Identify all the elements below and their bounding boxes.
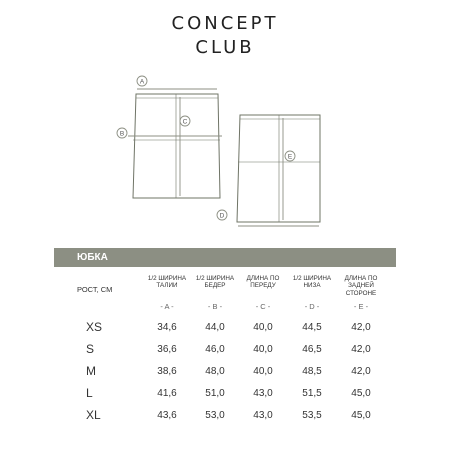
cell-value: 43,0: [253, 410, 273, 421]
col-code-a: - A -: [160, 302, 174, 311]
cell-value: 40,0: [253, 322, 273, 333]
size-label: XS: [86, 320, 103, 334]
skirt-front-view: [133, 94, 220, 198]
col-header-d: 1/2 ШИРИНА НИЗА: [292, 275, 332, 290]
marker-a-text: A: [139, 78, 145, 86]
cell-value: 41,6: [157, 388, 177, 399]
table-title-bar: ЮБКА: [54, 248, 396, 267]
col-code-e: - E -: [353, 302, 369, 311]
col-header-b: 1/2 ШИРИНА БЕДЕР: [195, 275, 235, 290]
marker-d-text: D: [219, 212, 225, 220]
cell-value: 45,0: [351, 388, 371, 399]
cell-value: 43,0: [253, 388, 273, 399]
col-header-a: 1/2 ШИРИНА ТАЛИИ: [147, 275, 187, 290]
brand-logo-line1: CONCEPT: [171, 13, 279, 34]
cell-value: 44,0: [205, 322, 225, 333]
col-code-d: - D -: [304, 302, 320, 311]
brand-logo-line2: CLUB: [195, 37, 255, 58]
cell-value: 53,0: [205, 410, 225, 421]
cell-value: 42,0: [351, 344, 371, 355]
cell-value: 48,5: [302, 366, 322, 377]
size-label: S: [86, 342, 95, 356]
cell-value: 40,0: [253, 366, 273, 377]
cell-value: 45,0: [351, 410, 371, 421]
size-label: XL: [86, 408, 101, 422]
row-header-label: РОСТ, СМ: [77, 285, 113, 294]
cell-value: 44,5: [302, 322, 322, 333]
marker-d: [217, 210, 227, 220]
cell-value: 42,0: [351, 322, 371, 333]
skirt-back-view: [237, 115, 320, 222]
cell-value: 40,0: [253, 344, 273, 355]
marker-c-text: C: [182, 118, 188, 126]
col-code-c: - C -: [255, 302, 271, 311]
marker-e: [285, 151, 295, 161]
cell-value: 53,5: [302, 410, 322, 421]
col-code-b: - B -: [207, 302, 223, 311]
col-header-e: ДЛИНА ПО ЗАДНЕЙ СТОРОНЕ: [344, 275, 378, 297]
cell-value: 46,0: [205, 344, 225, 355]
cell-value: 34,6: [157, 322, 177, 333]
cell-value: 46,5: [302, 344, 322, 355]
marker-b: [117, 128, 127, 138]
col-header-c: ДЛИНА ПО ПЕРЕДУ: [246, 275, 280, 290]
cell-value: 51,5: [302, 388, 322, 399]
cell-value: 36,6: [157, 344, 177, 355]
marker-b-text: B: [119, 130, 125, 138]
marker-a: [137, 76, 147, 86]
cell-value: 42,0: [351, 366, 371, 377]
cell-value: 43,6: [157, 410, 177, 421]
size-label: M: [86, 364, 96, 378]
cell-value: 38,6: [157, 366, 177, 377]
cell-value: 51,0: [205, 388, 225, 399]
marker-e-text: E: [287, 153, 293, 161]
marker-c: [180, 116, 190, 126]
cell-value: 48,0: [205, 366, 225, 377]
size-label: L: [86, 386, 93, 400]
